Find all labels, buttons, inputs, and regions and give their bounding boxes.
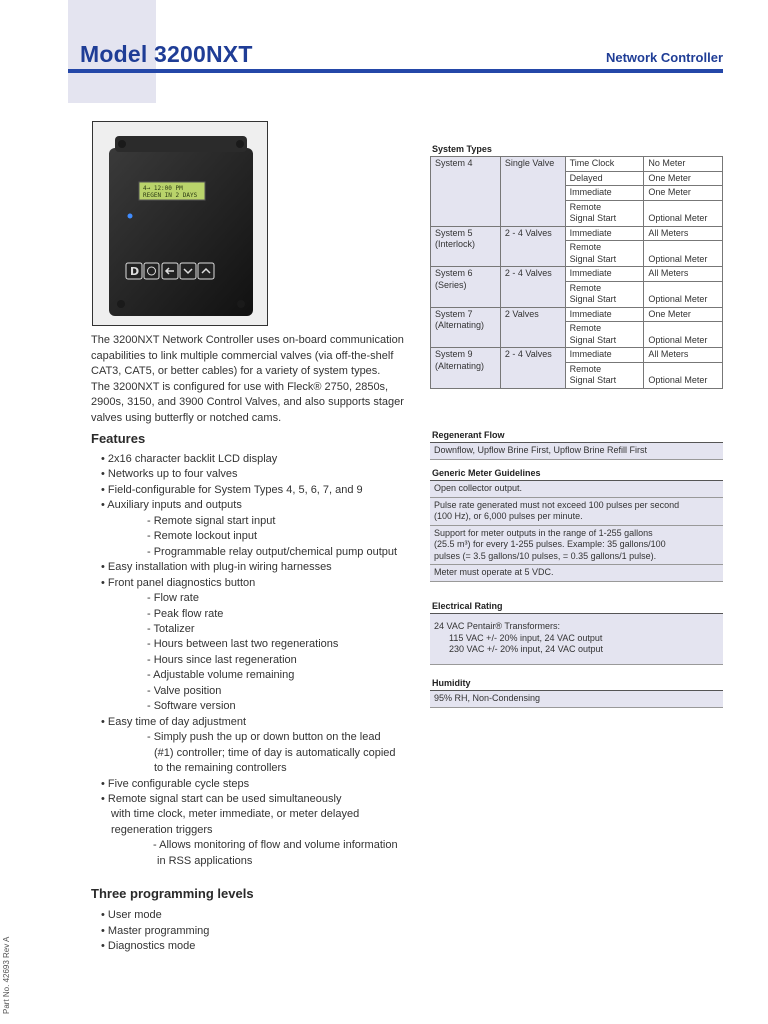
feature-subitem: - Peak flow rate: [147, 607, 224, 620]
part-number: Part No. 42693 Rev A: [2, 936, 11, 1014]
trigger-cell: Immediate: [565, 186, 644, 201]
table-row: [431, 348, 723, 363]
features-list: [101, 452, 431, 869]
electrical-text: 24 VAC Pentair® Transformers: 115 VAC +/- 20% input, 24 VAC output 230 VAC +/- 20% input, 24 VAC output: [434, 621, 604, 654]
meter-cell: Optional Meter: [644, 200, 723, 226]
trigger-cell: Time Clock: [565, 157, 644, 172]
feature-subitem: - Allows monitoring of flow and volume information: [153, 839, 398, 852]
meter-cell: Optional Meter: [644, 322, 723, 348]
levels-heading: Three programming levels: [91, 886, 254, 901]
intro-text: [91, 333, 421, 427]
valves-cell: 2 - 4 Valves: [500, 226, 565, 267]
trigger-cell: Immediate: [565, 267, 644, 282]
feature-item-cont: with time clock, meter immediate, or meter delayed: [111, 808, 360, 821]
meter-guide-title: Generic Meter Guidelines: [432, 468, 541, 478]
meter-guide-line: Meter must operate at 5 VDC.: [434, 567, 554, 577]
feature-subitem: - Remote signal start input: [147, 514, 276, 527]
page-subtitle: Network Controller: [605, 50, 723, 65]
header-rule: [68, 69, 723, 73]
regenerant-box: [430, 443, 723, 460]
settings-button: [144, 263, 159, 279]
page-title: Model 3200NXT: [80, 41, 253, 67]
product-photo: [92, 121, 268, 326]
trigger-cell: Remote Signal Start: [565, 200, 644, 226]
table-row: [431, 157, 723, 172]
system-types-title: System Types: [432, 144, 492, 154]
feature-item: • Remote signal start can be used simultaneously: [101, 792, 342, 805]
meter-cell: All Meters: [644, 348, 723, 363]
system-types-table: [430, 156, 723, 389]
feature-subitem: - Programmable relay output/chemical pump output: [147, 545, 398, 558]
electrical-title: Electrical Rating: [432, 601, 503, 611]
meter-cell: One Meter: [644, 186, 723, 201]
levels-list: [101, 908, 209, 955]
trigger-cell: Remote Signal Start: [565, 362, 644, 388]
system-cell: System 9 (Alternating): [431, 348, 501, 389]
table-row: [431, 267, 723, 282]
feature-item: • Easy time of day adjustment: [101, 715, 247, 728]
meter-cell: All Meters: [644, 267, 723, 282]
table-row: [431, 307, 723, 322]
trigger-cell: Immediate: [565, 348, 644, 363]
features-heading: Features: [91, 431, 146, 446]
trigger-cell: Remote Signal Start: [565, 322, 644, 348]
system-cell: System 7 (Alternating): [431, 307, 501, 348]
meter-cell: One Meter: [644, 171, 723, 186]
system-cell: System 6 (Series): [431, 267, 501, 308]
system-cell: System 5 (Interlock): [431, 226, 501, 267]
table-row: [431, 226, 723, 241]
feature-item: • Networks up to four valves: [101, 468, 238, 481]
meter-cell: No Meter: [644, 157, 723, 172]
feature-subitem: - Software version: [147, 700, 236, 713]
up-button: [198, 263, 214, 279]
humidity-box: [430, 691, 723, 708]
feature-item: • Easy installation with plug-in wiring harnesses: [101, 561, 332, 574]
meter-cell: Optional Meter: [644, 241, 723, 267]
trigger-cell: Remote Signal Start: [565, 241, 644, 267]
controller-illustration: [93, 122, 268, 326]
regenerant-text: Downflow, Upflow Brine First, Upflow Brine Refill First: [434, 445, 648, 455]
regenerant-title: Regenerant Flow: [432, 430, 505, 440]
intro-paragraph-1: The 3200NXT Network Controller uses on-board communication capabilities to link multiple commercial valves (via off-the-shelf CAT3, CAT5, or better cables) for a variety of system types.: [91, 334, 404, 378]
svg-text:D: D: [130, 265, 140, 278]
trigger-cell: Immediate: [565, 307, 644, 322]
valves-cell: 2 - 4 Valves: [500, 267, 565, 308]
feature-subitem: - Adjustable volume remaining: [147, 669, 295, 682]
valves-cell: 2 - 4 Valves: [500, 348, 565, 389]
meter-guide-line: Open collector output.: [430, 481, 723, 498]
feature-item: • Field-configurable for System Types 4, 5, 6, 7, and 9: [101, 483, 363, 496]
feature-subitem-cont: (#1) controller; time of day is automatically copied: [154, 746, 396, 759]
trigger-cell: Delayed: [565, 171, 644, 186]
feature-item: • 2x16 character backlit LCD display: [101, 453, 278, 465]
valves-cell: 2 Valves: [500, 307, 565, 348]
feature-subitem: - Hours since last regeneration: [147, 653, 297, 666]
lcd-line-2: REGEN IN 2 DAYS: [143, 192, 198, 199]
meter-cell: All Meters: [644, 226, 723, 241]
humidity-text: 95% RH, Non-Condensing: [434, 693, 541, 703]
trigger-cell: Immediate: [565, 226, 644, 241]
feature-subitem: - Totalizer: [147, 622, 195, 635]
meter-cell: Optional Meter: [644, 362, 723, 388]
feature-item: • Five configurable cycle steps: [101, 777, 250, 790]
down-button: [180, 263, 196, 279]
status-led: [128, 214, 133, 219]
enclosure-body: [109, 148, 253, 316]
lcd-line-1: 4→ 12:00 PM: [143, 185, 183, 192]
level-item: • Master programming: [101, 924, 210, 937]
feature-subitem-cont: in RSS applications: [157, 854, 253, 867]
feature-subitem: - Valve position: [147, 684, 222, 697]
meter-cell: Optional Meter: [644, 281, 723, 307]
level-item: • Diagnostics mode: [101, 940, 196, 952]
feature-item: • Front panel diagnostics button: [101, 576, 256, 589]
meter-cell: One Meter: [644, 307, 723, 322]
level-item: • User mode: [101, 909, 162, 921]
system-cell: System 4: [431, 157, 501, 227]
trigger-cell: Remote Signal Start: [565, 281, 644, 307]
electrical-box: [430, 614, 723, 665]
feature-subitem-cont: to the remaining controllers: [154, 762, 287, 775]
feature-subitem: - Hours between last two regenerations: [147, 638, 339, 651]
feature-subitem: - Remote lockout input: [147, 530, 258, 543]
feature-subitem: - Simply push the up or down button on the lead: [147, 731, 381, 744]
humidity-title: Humidity: [432, 678, 471, 688]
meter-guide-line: Pulse rate generated must not exceed 100 pulses per second (100 Hz), or 6,000 pulses per minute.: [430, 498, 723, 526]
meter-guide-line: Support for meter outputs in the range of 1-255 gallons (25.5 m³) for every 1-255 pulses. Example: 35 gallons/100 pulses (= 3.5 gallons/10 pulses, = 0.35 gallons/1 pulse).: [430, 526, 723, 566]
valves-cell: Single Valve: [500, 157, 565, 227]
feature-item: • Auxiliary inputs and outputs: [101, 499, 242, 512]
meter-guide-box: [430, 481, 723, 582]
feature-subitem: - Flow rate: [147, 592, 199, 605]
intro-paragraph-2: The 3200NXT is configured for use with Fleck® 2750, 2850s, 2900s, 3150, and 3900 Control Valves, and also supports stager valves using butterfly or notched cams.: [91, 380, 404, 424]
feature-item-cont: regeneration triggers: [111, 823, 213, 836]
